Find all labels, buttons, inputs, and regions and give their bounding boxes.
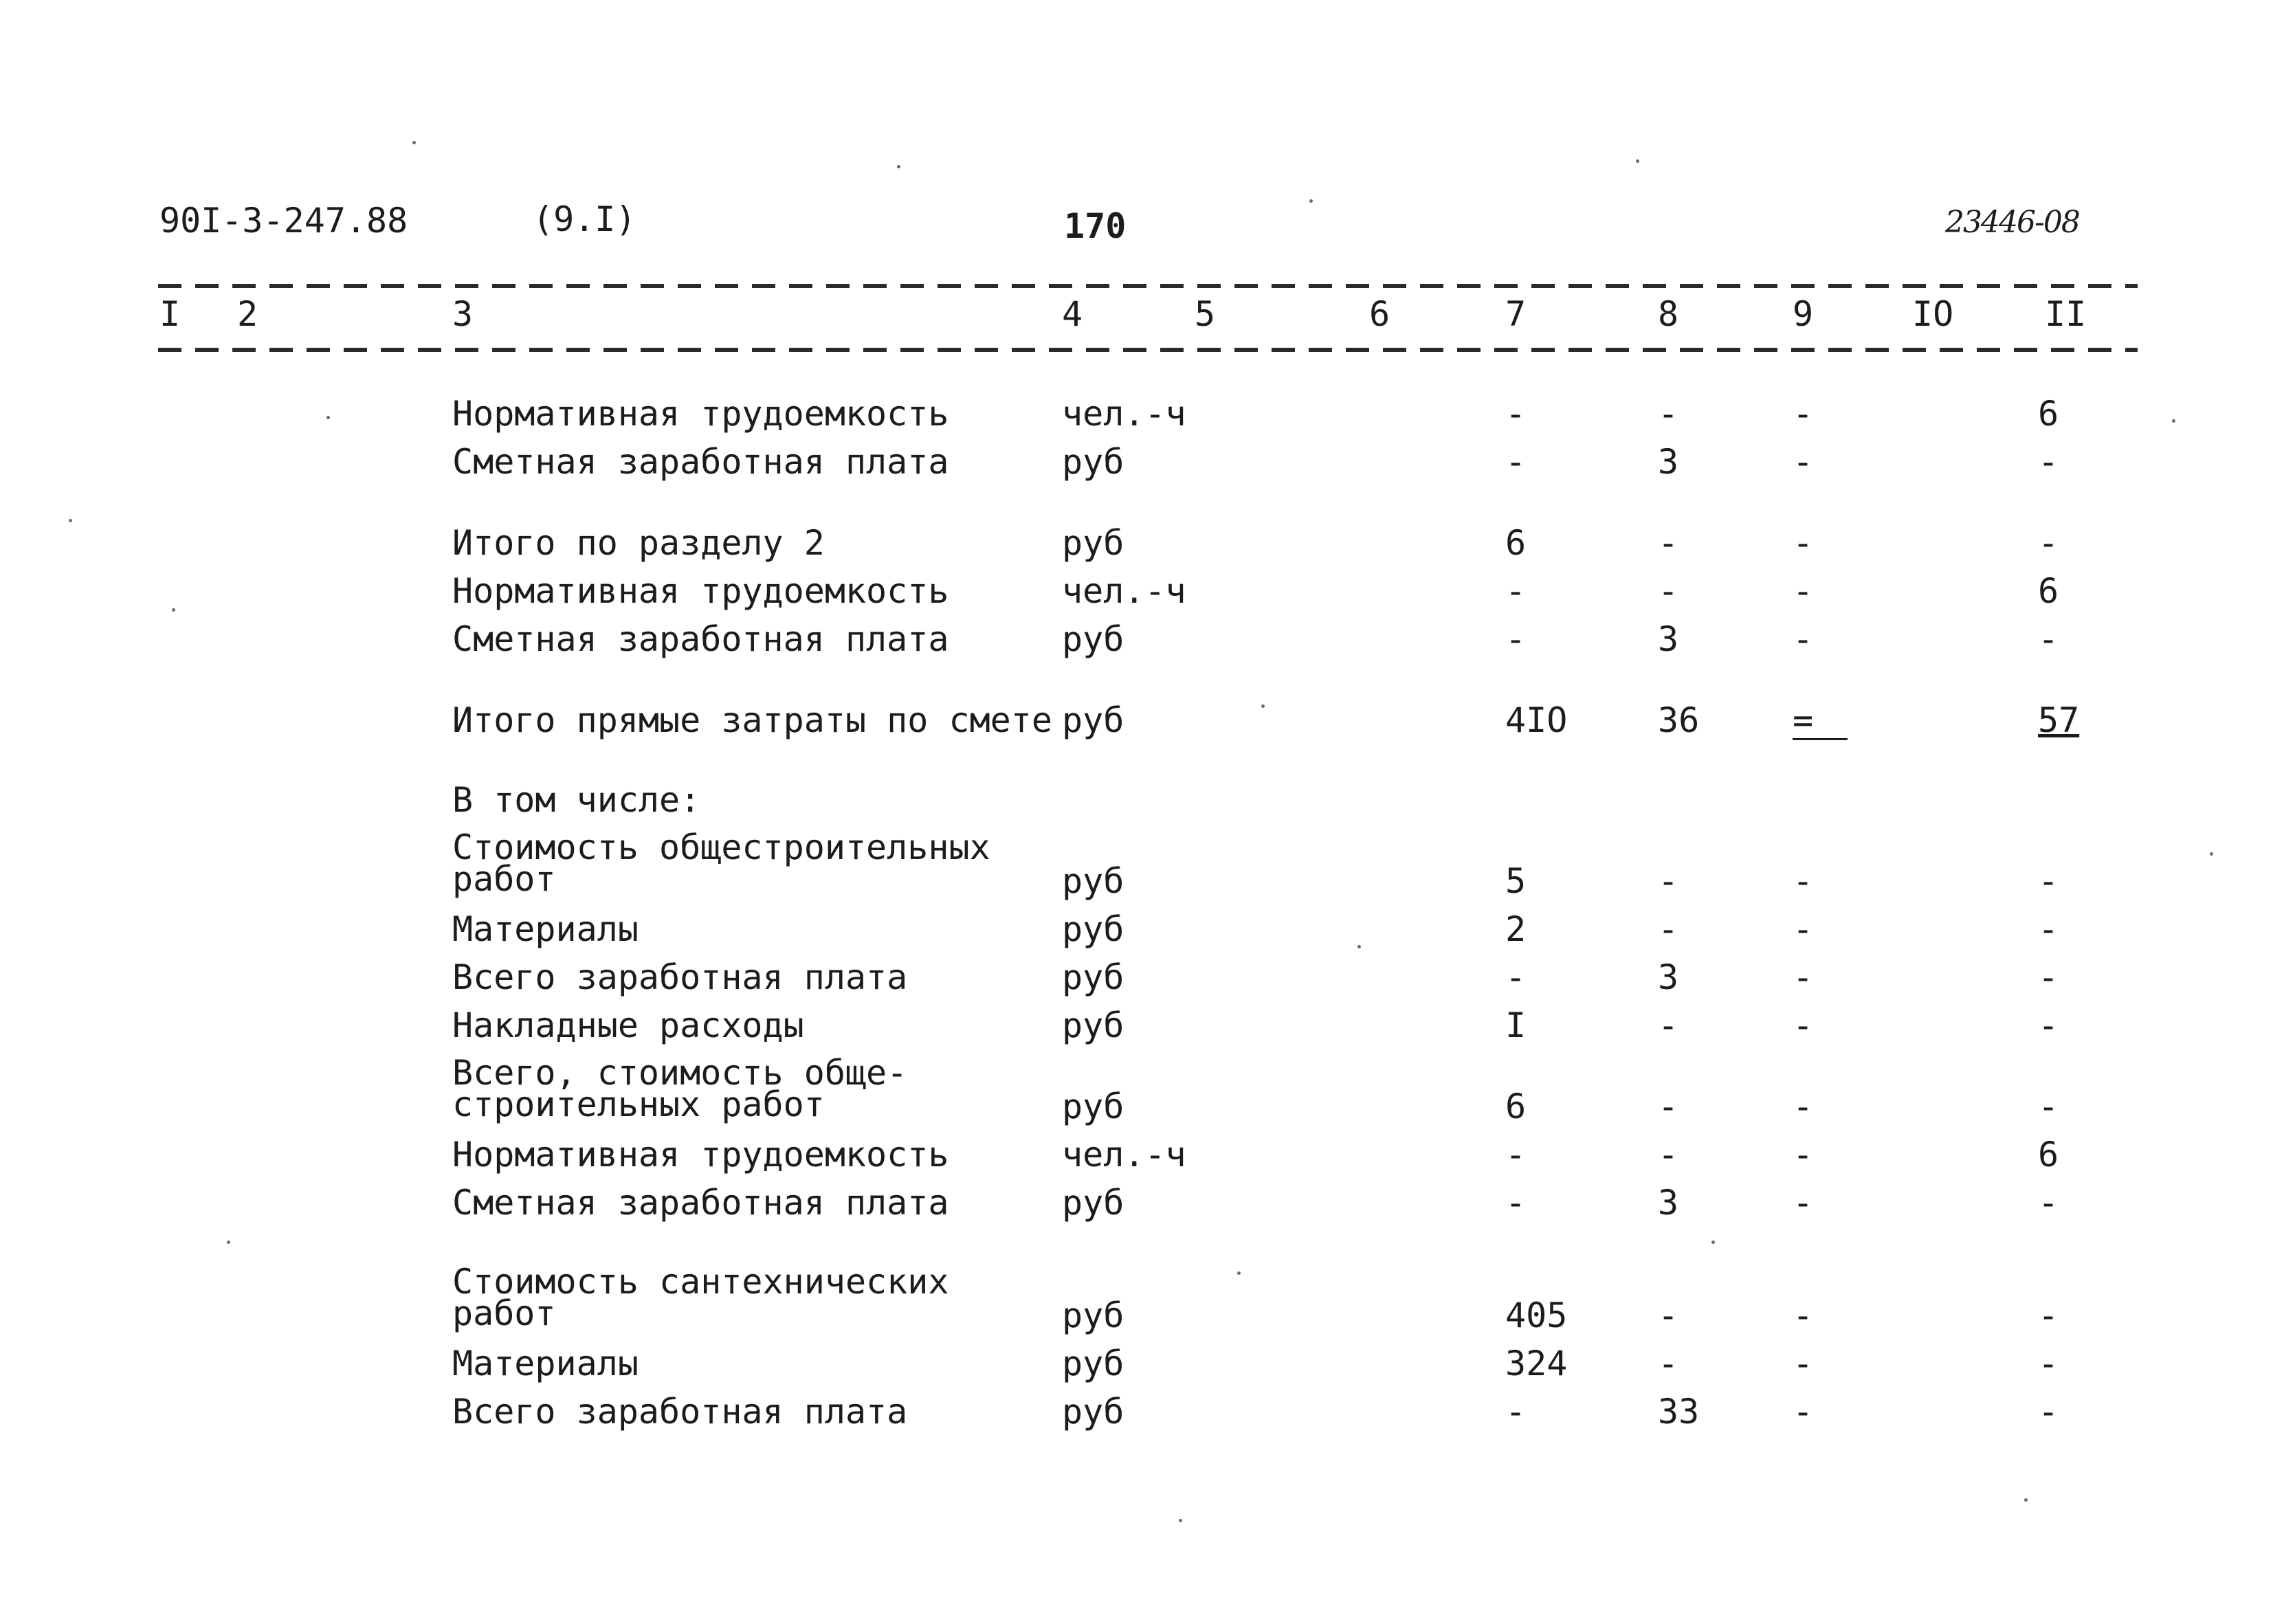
table-row [0,911,2273,953]
row-label: Нормативная трудоемкость [452,394,949,434]
section-reference: (9.I) [533,199,636,239]
row-label-line2: строительных работ [452,1084,825,1124]
column-number: I [159,294,181,334]
col7-value: 6 [1505,523,1527,563]
row-label: Накладные расходы [452,1005,804,1045]
col8-value: 36 [1658,700,1700,740]
table-row [0,1084,2273,1130]
row-unit: руб [1062,442,1124,482]
col11-value: - [2038,1295,2059,1335]
col11-value: 57 [2038,700,2080,740]
scan-speck [172,608,175,612]
col9-value: - [1793,1087,1814,1126]
table-row [0,782,2273,823]
scan-speck [1179,1519,1182,1522]
col9-value: - [1793,1392,1814,1432]
table-row [0,1346,2273,1387]
col8-value: - [1658,1295,1679,1335]
col11-value: - [2038,523,2059,563]
row-unit: чел.-ч [1062,1135,1186,1175]
col11-value: 6 [2038,1135,2059,1175]
col9-value: - [1793,909,1814,949]
row-unit: руб [1062,1344,1124,1383]
section-subheading: В том числе: [452,780,701,820]
row-unit: руб [1062,1183,1124,1223]
col11-value: - [2038,442,2059,482]
row-label: Сметная заработная плата [452,619,949,659]
row-label-line2: работ [452,859,556,899]
scan-speck [897,165,900,168]
col7-value: - [1505,1135,1527,1175]
row-label: Нормативная трудоемкость [452,1135,949,1175]
row-label: Итого по разделу 2 [452,523,825,563]
row-label: Материалы [452,909,639,949]
col7-value: - [1505,442,1527,482]
row-unit: руб [1062,619,1124,659]
scan-speck [1711,1241,1715,1244]
row-unit: руб [1062,1087,1124,1126]
table-row [0,1005,2273,1049]
col8-value: - [1658,571,1679,611]
row-unit: руб [1062,909,1124,949]
col8-value: - [1658,1344,1679,1383]
table-row [0,1394,2273,1435]
col7-value: 6 [1505,1087,1527,1126]
col8-value: 3 [1658,957,1679,997]
row-unit: руб [1062,1005,1124,1045]
col8-value: - [1658,523,1679,563]
col8-value: - [1658,1135,1679,1175]
table-row [0,444,2273,485]
column-number: 2 [237,294,258,334]
col7-value: 2 [1505,909,1527,949]
col7-value: 5 [1505,861,1527,901]
col9-value: - [1793,1295,1814,1335]
table-row [0,1185,2273,1226]
top-dashed-rule [158,284,2138,288]
col7-value: - [1505,571,1527,611]
row-unit: чел.-ч [1062,394,1186,434]
scan-speck [1309,199,1313,203]
column-number: 7 [1505,294,1527,334]
col8-value: - [1658,909,1679,949]
scan-speck [1357,945,1361,948]
col11-value: - [2038,1344,2059,1383]
column-number: II [2045,294,2087,334]
row-unit: руб [1062,957,1124,997]
col8-value: 3 [1658,619,1679,659]
col7-value: - [1505,619,1527,659]
col9-value: - [1793,1005,1814,1045]
col11-value: - [2038,909,2059,949]
scan-speck [69,519,72,522]
row-label: Итого прямые затраты по смете [452,700,1052,740]
col7-value: 324 [1505,1344,1568,1383]
col9-value: - [1793,442,1814,482]
col9-value: - [1793,523,1814,563]
row-label: Нормативная трудоемкость [452,571,949,611]
row-label-line2: работ [452,1293,556,1333]
column-number: 4 [1062,294,1083,334]
row-label: Сметная заработная плата [452,442,949,482]
col7-value: 405 [1505,1295,1568,1335]
scan-speck [412,141,416,144]
col7-value: I [1505,1005,1527,1045]
table-row [0,859,2273,904]
col11-value: - [2038,619,2059,659]
row-unit: руб [1062,861,1124,901]
scan-speck [1636,159,1639,163]
col11-value: - [2038,957,2059,997]
col7-value: - [1505,957,1527,997]
row-label-line1: Всего, стоимость обще- [452,1053,908,1093]
col8-value: 33 [1658,1392,1700,1432]
col9-value: - [1793,1344,1814,1383]
col11-value: 6 [2038,571,2059,611]
col8-value: 3 [1658,442,1679,482]
col11-value: - [2038,1005,2059,1045]
col7-value: - [1505,394,1527,434]
row-label: Сметная заработная плата [452,1183,949,1223]
scan-speck [227,1241,230,1244]
row-unit: руб [1062,1392,1124,1432]
col9-value: = [1793,702,1848,740]
column-number: 6 [1369,294,1390,334]
row-label: Материалы [452,1344,639,1383]
row-label: Всего заработная плата [452,957,908,997]
table-row [0,621,2273,663]
page-number: 170 [1064,206,1127,246]
column-number: 5 [1195,294,1216,334]
col7-value: - [1505,1392,1527,1432]
col7-value: 4IO [1505,700,1568,740]
col9-value: - [1793,619,1814,659]
col8-value: 3 [1658,1183,1679,1223]
col8-value: - [1658,861,1679,901]
col9-value: - [1793,861,1814,901]
row-unit: руб [1062,1295,1124,1335]
document-code: 90I-3-247.88 [159,201,408,241]
col8-value: - [1658,394,1679,434]
table-row [0,1293,2273,1339]
column-number: 8 [1658,294,1679,334]
col9-value: - [1793,957,1814,997]
table-row [0,525,2273,566]
bottom-dashed-rule [158,348,2138,352]
table-row [0,702,2273,744]
col8-value: - [1658,1005,1679,1045]
col7-value: - [1505,1183,1527,1223]
row-label-line1: Стоимость общестроительных [452,827,990,867]
column-number: IO [1912,294,1954,334]
col9-value: - [1793,1183,1814,1223]
scan-speck [1237,1271,1241,1275]
archive-number: 23446-08 [1945,205,2079,240]
scan-speck [326,416,330,419]
col11-value: - [2038,1087,2059,1126]
col9-value: - [1793,1135,1814,1175]
table-row [0,396,2273,437]
column-number: 3 [452,294,474,334]
table-row [0,1137,2273,1178]
column-number: 9 [1793,294,1814,334]
col9-value: - [1793,571,1814,611]
row-unit: чел.-ч [1062,571,1186,611]
table-row [0,573,2273,614]
col11-value: - [2038,1392,2059,1432]
col11-value: - [2038,1183,2059,1223]
scan-speck [2024,1498,2028,1502]
row-label: Всего заработная плата [452,1392,908,1432]
col11-value: 6 [2038,394,2059,434]
scan-speck [2172,419,2175,423]
scan-speck [2210,852,2213,856]
row-unit: руб [1062,700,1124,740]
col11-value: - [2038,861,2059,901]
col8-value: - [1658,1087,1679,1126]
table-row [0,959,2273,1001]
col9-value: - [1793,394,1814,434]
row-label-line1: Стоимость сантехнических [452,1262,949,1302]
row-unit: руб [1062,523,1124,563]
scan-speck [1261,704,1265,708]
